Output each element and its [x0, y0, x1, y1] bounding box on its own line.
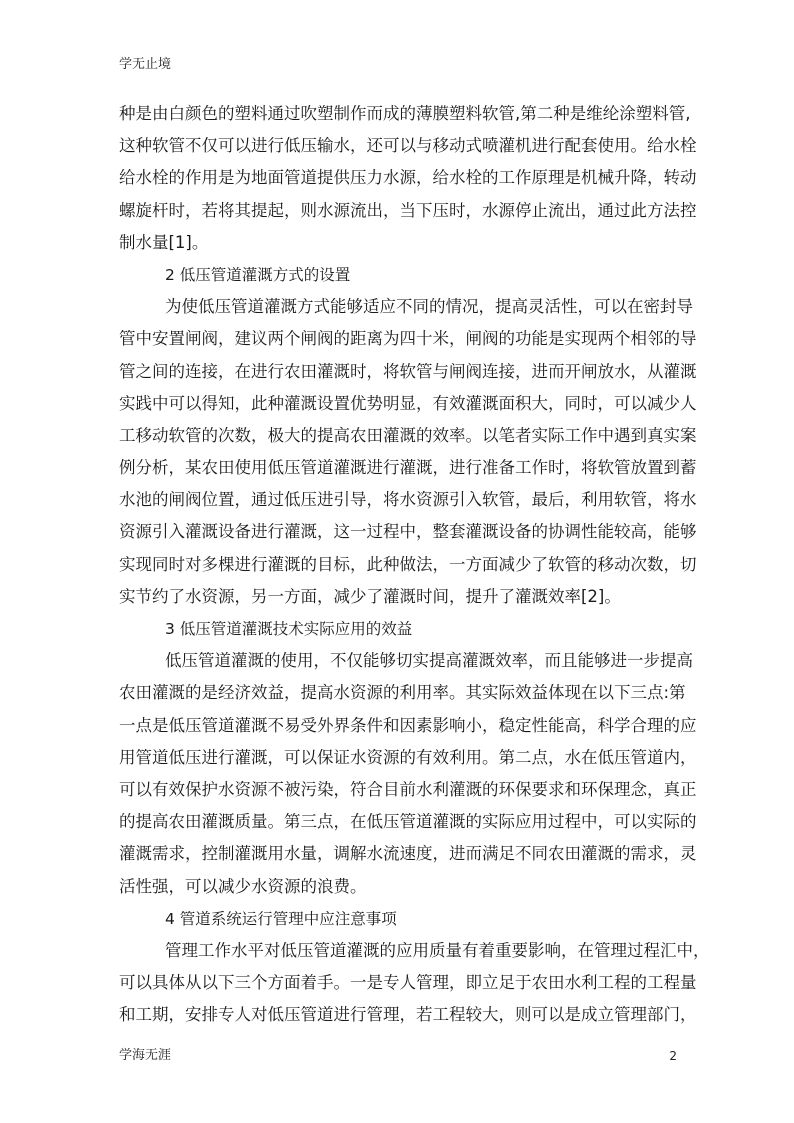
page-header: 学无止境: [119, 57, 172, 72]
text-line: 实节约了水资源，另一方面，减少了灌溉时间，提升了灌溉效率[2]。: [119, 586, 621, 606]
text-line: 工移动软管的次数，极大的提高农田灌溉的效率。以笔者实际工作中遇到真实案: [119, 425, 697, 445]
text-line: 水池的闸阀位置，通过低压进引导，将水资源引入软管，最后，利用软管，将水: [119, 490, 697, 510]
text-line: 可以有效保护水资源不被污染，符合目前水利灌溉的环保要求和环保理念，真正: [119, 779, 697, 799]
text-line: 螺旋杆时，若将其提起，则水源流出，当下压时，水源停止流出，通过此方法控: [119, 200, 697, 220]
text-line: 用管道低压进行灌溉，可以保证水资源的有效利用。第二点，水在低压管道内，: [119, 747, 697, 767]
text-line: 管中安置闸阀，建议两个闸阀的距离为四十米，闸阀的功能是实现两个相邻的导: [119, 329, 697, 349]
text-line: 制水量[1]。: [119, 232, 209, 252]
section-heading-3: 3 低压管道灌溉技术实际应用的效益: [165, 620, 413, 638]
text-line: 的提高农田灌溉质量。第三点，在低压管道灌溉的实际应用过程中，可以实际的: [119, 812, 697, 832]
section-heading-2: 2 低压管道灌溉方式的设置: [165, 265, 351, 284]
text-line: 农田灌溉的是经济效益，提高水资源的利用率。其实际效益体现在以下三点:第: [119, 683, 686, 703]
text-line: 活性强，可以减少水资源的浪费。: [119, 876, 367, 896]
text-line: 种是由白颜色的塑料通过吹塑制作而成的薄膜塑料软管,第二种是维纶涂塑料管,: [119, 104, 691, 123]
text-line: 可以具体从以下三个方面着手。一是专人管理，即立足于农田水利工程的工程量: [119, 973, 697, 993]
text-line: 给水栓的作用是为地面管道提供压力水源，给水栓的工作原理是机械升降，转动: [119, 168, 697, 188]
text-line: 管理工作水平对低压管道灌溉的应用质量有着重要影响，在管理过程汇中，: [165, 940, 710, 960]
text-line: 实现同时对多棵进行灌溉的目标，此种做法，一方面减少了软管的移动次数，切: [119, 554, 697, 574]
text-line: 资源引入灌溉设备进行灌溉，这一过程中，整套灌溉设备的协调性能较高，能够: [119, 522, 697, 542]
body-text: [119, 98, 710, 1031]
page-footer: 学海无涯: [119, 1048, 172, 1063]
text-line: 和工期，安排专人对低压管道进行管理，若工程较大，则可以是成立管理部门，: [119, 1005, 697, 1025]
section-heading-4: 4 管道系统运行管理中应注意事项: [165, 909, 397, 928]
text-line: 例分析，某农田使用低压管道灌溉进行灌溉，进行准备工作时，将软管放置到蓄: [119, 458, 697, 478]
text-line: 实践中可以得知，此种灌溉设置优势明显，有效灌溉面积大，同时，可以减少人: [119, 393, 697, 413]
text-line: 一点是低压管道灌溉不易受外界条件和因素影响小，稳定性能高，科学合理的应: [119, 715, 697, 735]
text-line: 为使低压管道灌溉方式能够适应不同的情况，提高灵活性，可以在密封导: [165, 297, 693, 317]
text-line: 低压管道灌溉的使用，不仅能够切实提高灌溉效率，而且能够进一步提高: [165, 651, 693, 671]
text-line: 这种软管不仅可以进行低压输水，还可以与移动式喷灌机进行配套使用。给水栓: [119, 136, 697, 156]
text-line: 灌溉需求，控制灌溉用水量，调解水流速度，进而满足不同农田灌溉的需求，灵: [119, 844, 697, 864]
page-number: 2: [669, 1049, 677, 1063]
text-line: 管之间的连接，在进行农田灌溉时，将软管与闸阀连接，进而开闸放水，从灌溉: [119, 361, 697, 381]
